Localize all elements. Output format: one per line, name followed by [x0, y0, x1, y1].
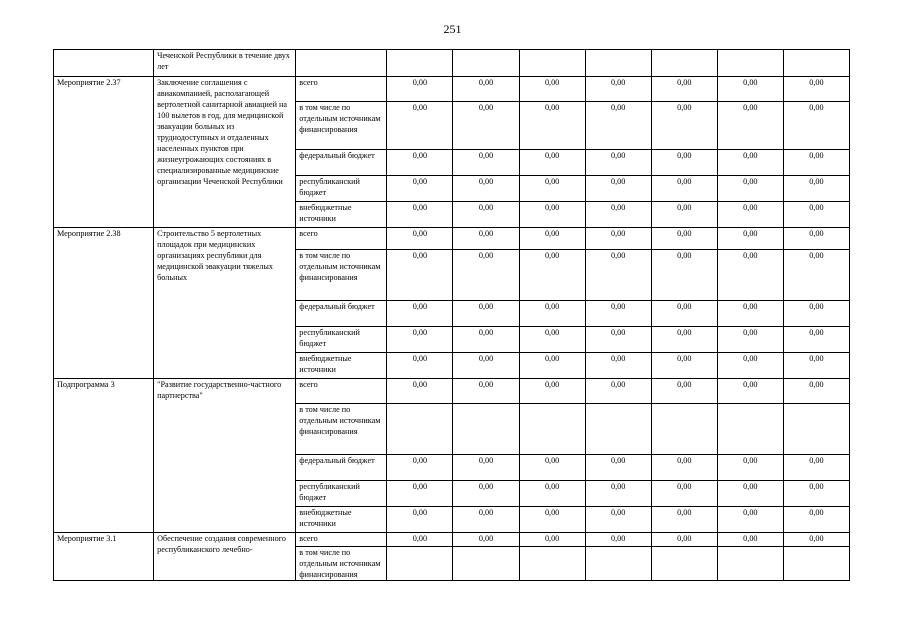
amount-cell: 0,00	[783, 533, 849, 547]
amount-cell	[519, 404, 585, 455]
amount-cell: 0,00	[585, 176, 651, 202]
amount-cell: 0,00	[651, 202, 717, 228]
amount-cell: 0,00	[651, 533, 717, 547]
amount-cell: 0,00	[453, 353, 519, 379]
amount-cell: 0,00	[783, 507, 849, 533]
amount-cell: 0,00	[783, 228, 849, 250]
amount-cell: 0,00	[717, 327, 783, 353]
amount-cell: 0,00	[585, 353, 651, 379]
amount-cell: 0,00	[717, 507, 783, 533]
amount-cell	[585, 404, 651, 455]
amount-cell	[453, 50, 519, 77]
amount-cell: 0,00	[717, 455, 783, 481]
amount-cell: 0,00	[717, 202, 783, 228]
source-cell: в том числе по отдельным источникам финансирования	[296, 250, 387, 301]
amount-cell: 0,00	[717, 250, 783, 301]
amount-cell	[387, 404, 453, 455]
amount-cell	[717, 404, 783, 455]
amount-cell: 0,00	[387, 533, 453, 547]
source-cell: республиканский бюджет	[296, 481, 387, 507]
amount-cell: 0,00	[585, 77, 651, 102]
amount-cell: 0,00	[585, 533, 651, 547]
amount-cell: 0,00	[783, 327, 849, 353]
amount-cell: 0,00	[387, 455, 453, 481]
amount-cell: 0,00	[519, 533, 585, 547]
amount-cell: 0,00	[651, 250, 717, 301]
amount-cell: 0,00	[717, 102, 783, 150]
amount-cell: 0,00	[651, 379, 717, 404]
amount-cell: 0,00	[717, 150, 783, 176]
amount-cell: 0,00	[519, 379, 585, 404]
amount-cell: 0,00	[387, 327, 453, 353]
amount-cell: 0,00	[519, 301, 585, 327]
amount-cell: 0,00	[783, 150, 849, 176]
amount-cell: 0,00	[651, 481, 717, 507]
amount-cell: 0,00	[783, 250, 849, 301]
source-cell: республиканский бюджет	[296, 327, 387, 353]
amount-cell: 0,00	[519, 250, 585, 301]
source-cell: всего	[296, 379, 387, 404]
amount-cell: 0,00	[453, 327, 519, 353]
amount-cell: 0,00	[387, 507, 453, 533]
amount-cell: 0,00	[519, 176, 585, 202]
source-cell: в том числе по отдельным источникам финансирования	[296, 404, 387, 455]
amount-cell	[783, 404, 849, 455]
amount-cell: 0,00	[519, 353, 585, 379]
amount-cell: 0,00	[651, 327, 717, 353]
source-cell: в том числе по отдельным источникам финансирования	[296, 547, 387, 581]
amount-cell	[387, 547, 453, 581]
amount-cell: 0,00	[585, 327, 651, 353]
amount-cell	[387, 50, 453, 77]
amount-cell: 0,00	[585, 202, 651, 228]
amount-cell: 0,00	[519, 102, 585, 150]
amount-cell: 0,00	[783, 353, 849, 379]
amount-cell: 0,00	[717, 301, 783, 327]
amount-cell: 0,00	[453, 150, 519, 176]
amount-cell: 0,00	[387, 353, 453, 379]
amount-cell: 0,00	[585, 228, 651, 250]
amount-cell: 0,00	[387, 176, 453, 202]
source-cell: федеральный бюджет	[296, 301, 387, 327]
amount-cell: 0,00	[519, 228, 585, 250]
amount-cell: 0,00	[651, 228, 717, 250]
amount-cell: 0,00	[717, 176, 783, 202]
amount-cell: 0,00	[783, 102, 849, 150]
amount-cell	[717, 50, 783, 77]
amount-cell	[651, 547, 717, 581]
amount-cell: 0,00	[453, 301, 519, 327]
source-cell: федеральный бюджет	[296, 150, 387, 176]
source-cell: внебюджетные источники	[296, 202, 387, 228]
amount-cell: 0,00	[651, 507, 717, 533]
amount-cell: 0,00	[651, 176, 717, 202]
amount-cell	[651, 404, 717, 455]
code-cell	[54, 50, 154, 77]
amount-cell: 0,00	[453, 228, 519, 250]
amount-cell: 0,00	[585, 150, 651, 176]
amount-cell: 0,00	[717, 353, 783, 379]
source-cell: внебюджетные источники	[296, 353, 387, 379]
amount-cell: 0,00	[387, 102, 453, 150]
amount-cell	[585, 50, 651, 77]
name-cell: Чеченской Республики в течение двух лет	[154, 50, 296, 77]
amount-cell	[453, 404, 519, 455]
amount-cell	[585, 547, 651, 581]
table-row	[54, 533, 850, 547]
source-cell: всего	[296, 533, 387, 547]
amount-cell: 0,00	[651, 77, 717, 102]
budget-table	[53, 49, 850, 581]
table-row	[54, 77, 850, 102]
amount-cell: 0,00	[519, 150, 585, 176]
amount-cell	[519, 547, 585, 581]
amount-cell: 0,00	[453, 77, 519, 102]
amount-cell: 0,00	[519, 327, 585, 353]
amount-cell: 0,00	[585, 250, 651, 301]
amount-cell: 0,00	[453, 455, 519, 481]
name-cell: Обеспечение создания современного республиканского лечебно-	[154, 533, 296, 581]
amount-cell: 0,00	[519, 77, 585, 102]
amount-cell: 0,00	[651, 353, 717, 379]
amount-cell: 0,00	[519, 507, 585, 533]
amount-cell: 0,00	[783, 481, 849, 507]
amount-cell: 0,00	[585, 301, 651, 327]
source-cell: республиканский бюджет	[296, 176, 387, 202]
amount-cell: 0,00	[387, 301, 453, 327]
code-cell: Мероприятие 2.37	[54, 77, 154, 228]
amount-cell: 0,00	[453, 176, 519, 202]
amount-cell: 0,00	[783, 301, 849, 327]
amount-cell: 0,00	[783, 176, 849, 202]
amount-cell: 0,00	[651, 455, 717, 481]
page-number: 251	[443, 22, 462, 36]
name-cell: Строительство 5 вертолетных площадок при медицинских организациях республики для медицинской эвакуации тяжелых больных	[154, 228, 296, 379]
amount-cell	[453, 547, 519, 581]
amount-cell: 0,00	[453, 202, 519, 228]
source-cell: в том числе по отдельным источникам финансирования	[296, 102, 387, 150]
amount-cell: 0,00	[783, 202, 849, 228]
amount-cell: 0,00	[519, 481, 585, 507]
source-cell: всего	[296, 228, 387, 250]
code-cell: Подпрограмма 3	[54, 379, 154, 533]
amount-cell: 0,00	[717, 379, 783, 404]
amount-cell: 0,00	[453, 481, 519, 507]
code-cell: Мероприятие 2.38	[54, 228, 154, 379]
amount-cell: 0,00	[783, 379, 849, 404]
amount-cell: 0,00	[387, 250, 453, 301]
amount-cell: 0,00	[453, 250, 519, 301]
amount-cell: 0,00	[585, 507, 651, 533]
amount-cell: 0,00	[387, 77, 453, 102]
amount-cell: 0,00	[387, 202, 453, 228]
amount-cell: 0,00	[453, 533, 519, 547]
amount-cell: 0,00	[651, 301, 717, 327]
amount-cell: 0,00	[783, 455, 849, 481]
amount-cell: 0,00	[387, 379, 453, 404]
amount-cell: 0,00	[387, 481, 453, 507]
amount-cell	[519, 50, 585, 77]
name-cell: Заключение соглашения с авиакомпанией, располагающей вертолетной санитарной авиацией на 100 вылетов в год, для медицинской эвакуации больных из труднодоступных и отдаленных населенных пунктов при жизнеугрожающих состояниях в специализированные медицинские организации Чеченской Республики	[154, 77, 296, 228]
source-cell	[296, 50, 387, 77]
amount-cell: 0,00	[651, 102, 717, 150]
amount-cell: 0,00	[387, 150, 453, 176]
amount-cell	[783, 547, 849, 581]
amount-cell: 0,00	[585, 379, 651, 404]
amount-cell	[717, 547, 783, 581]
code-cell: Мероприятие 3.1	[54, 533, 154, 581]
source-cell: внебюджетные источники	[296, 507, 387, 533]
amount-cell: 0,00	[783, 77, 849, 102]
amount-cell: 0,00	[717, 533, 783, 547]
amount-cell: 0,00	[585, 455, 651, 481]
source-cell: федеральный бюджет	[296, 455, 387, 481]
amount-cell: 0,00	[717, 481, 783, 507]
amount-cell: 0,00	[453, 507, 519, 533]
amount-cell: 0,00	[585, 102, 651, 150]
amount-cell: 0,00	[651, 150, 717, 176]
table-row	[54, 50, 850, 77]
amount-cell: 0,00	[519, 202, 585, 228]
amount-cell: 0,00	[717, 77, 783, 102]
amount-cell	[651, 50, 717, 77]
amount-cell: 0,00	[585, 481, 651, 507]
amount-cell: 0,00	[519, 455, 585, 481]
source-cell: всего	[296, 77, 387, 102]
name-cell: "Развитие государственно-частного партнерства"	[154, 379, 296, 533]
amount-cell: 0,00	[453, 102, 519, 150]
amount-cell: 0,00	[717, 228, 783, 250]
table-row	[54, 379, 850, 404]
table-row	[54, 228, 850, 250]
amount-cell	[783, 50, 849, 77]
amount-cell: 0,00	[387, 228, 453, 250]
amount-cell: 0,00	[453, 379, 519, 404]
